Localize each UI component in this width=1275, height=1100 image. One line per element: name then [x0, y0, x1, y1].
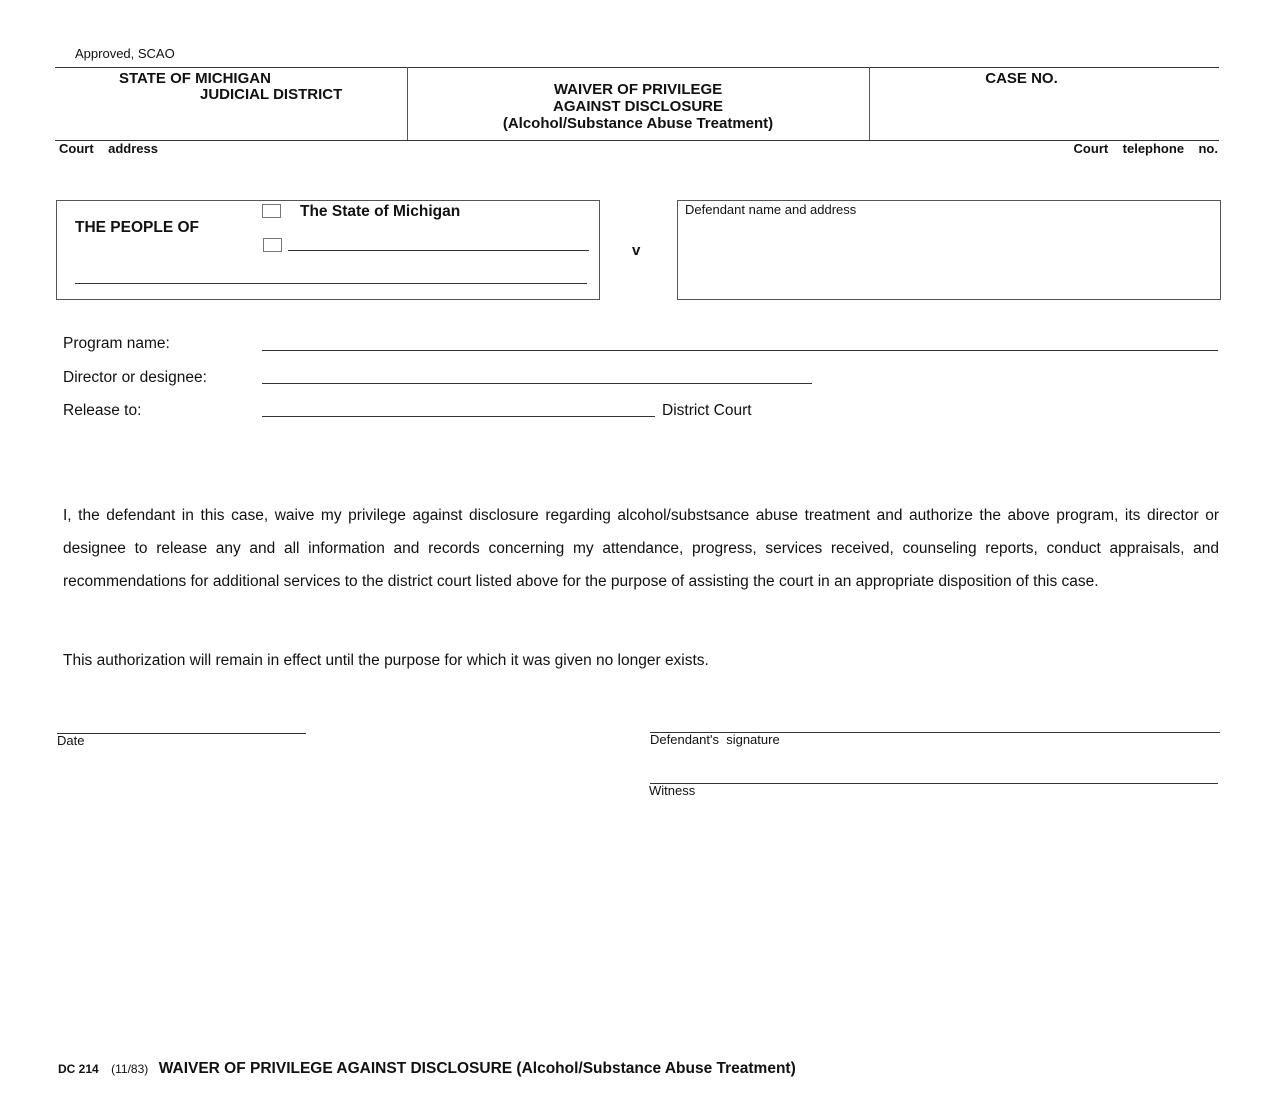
- plaintiff-line[interactable]: [75, 283, 587, 284]
- case-no-label: CASE NO.: [985, 70, 1058, 87]
- form-number: DC 214: [58, 1062, 99, 1076]
- defendant-label: Defendant name and address: [685, 202, 857, 217]
- other-plaintiff-line[interactable]: [288, 250, 589, 251]
- versus-label: v: [632, 242, 641, 259]
- date-field[interactable]: [57, 733, 306, 734]
- release-to-field[interactable]: [262, 416, 655, 417]
- court-address-label: Court address: [59, 141, 158, 156]
- district-label: JUDICIAL DISTRICT: [200, 86, 343, 103]
- program-name-field[interactable]: [262, 350, 1218, 351]
- header-top-rule: [55, 67, 1219, 68]
- waiver-paragraph: I, the defendant in this case, waive my privilege against disclosure regarding alcohol/substsance abuse treatment and authorize the above program, its director or designee to release any and all information and records concerning my attendance, progress, services received, counseling reports, conduct appraisals, and recommendations for additional services to the district court listed above for the purpose of assisting the court in an appropriate disposition of this case.: [63, 507, 1219, 590]
- footer-title: WAIVER OF PRIVILEGE AGAINST DISCLOSURE (Alcohol/Substance Abuse Treatment): [158, 1060, 796, 1077]
- director-label: Director or designee:: [63, 369, 207, 386]
- state-of-michigan-checkbox[interactable]: [262, 204, 281, 218]
- title-line: WAIVER OF PRIVILEGE: [553, 81, 723, 98]
- director-field[interactable]: [262, 383, 812, 384]
- title-line: AGAINST DISCLOSURE: [552, 98, 723, 115]
- people-of-label: THE PEOPLE OF: [75, 219, 200, 236]
- date-label: Date: [57, 733, 85, 748]
- witness-label: Witness: [649, 783, 696, 798]
- release-to-label: Release to:: [63, 402, 142, 419]
- state-option-label: The State of Michigan: [300, 203, 461, 220]
- form-revision: (11/83): [111, 1062, 149, 1076]
- title-line: (Alcohol/Substance Abuse Treatment): [502, 115, 774, 132]
- footer: [58, 1060, 796, 1078]
- court-phone-label: Court telephone no.: [1073, 141, 1218, 156]
- approved-label: Approved, SCAO: [75, 46, 175, 61]
- district-court-label: District Court: [662, 402, 752, 419]
- other-plaintiff-checkbox[interactable]: [263, 238, 282, 252]
- authorization-paragraph: This authorization will remain in effect until the purpose for which it was given no longer exists.: [63, 652, 709, 669]
- header-bottom-rule: [55, 140, 1219, 141]
- state-label: STATE OF MICHIGAN: [119, 70, 271, 87]
- defendant-signature-label: Defendant's signature: [650, 732, 780, 747]
- form-title: [407, 81, 869, 132]
- witness-field[interactable]: [650, 783, 1218, 784]
- program-name-label: Program name:: [63, 335, 170, 352]
